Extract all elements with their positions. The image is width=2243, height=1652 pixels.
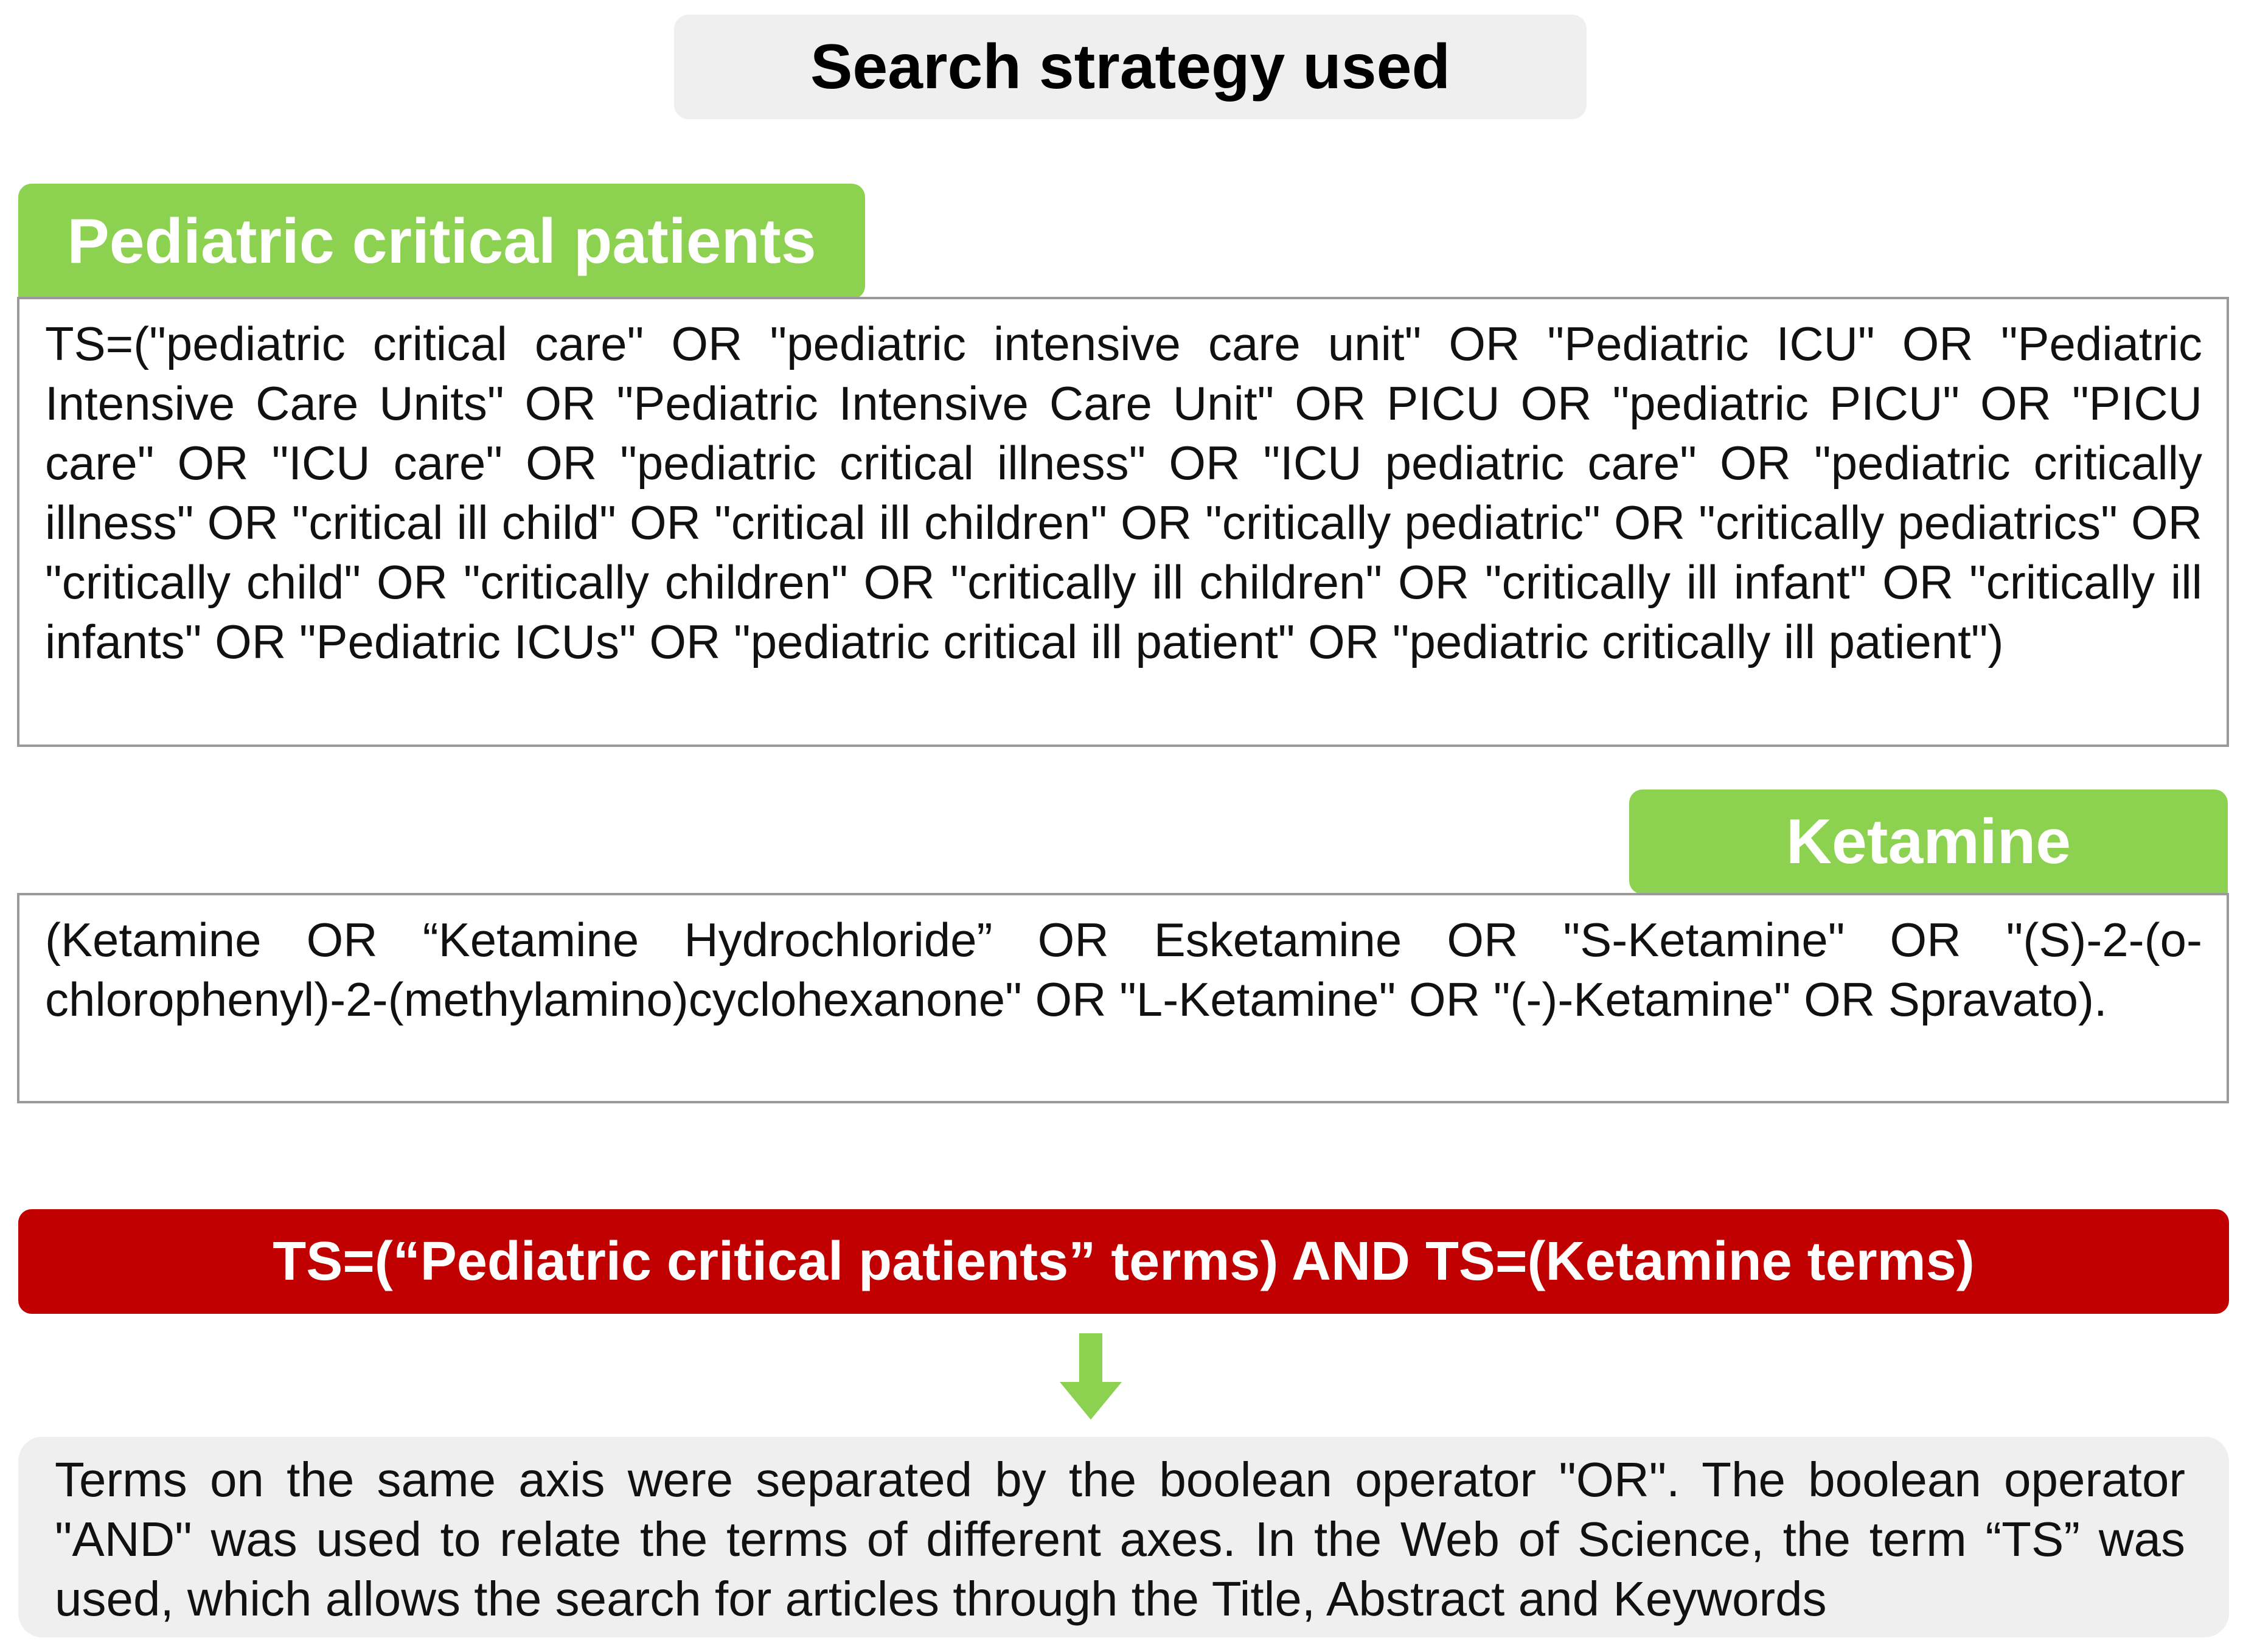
ketamine-terms-box: (Ketamine OR “Ketamine Hydrochloride” OR Esketamine OR "S-Ketamine" OR "(S)-2-(o-chlorophenyl)-2-(methylamino)cyclohexanone" OR "L-Ketamine" OR "(-)-Ketamine" OR Spravato). xyxy=(17,893,2229,1103)
diagram-title: Search strategy used xyxy=(674,15,1587,119)
pediatric-terms-box: TS=("pediatric critical care" OR "pediatric intensive care unit" OR "Pediatric ICU" OR "Pediatric Intensive Care Units" OR "Pediatric Intensive Care Unit" OR PICU OR "pediatric PICU" OR "PICU care" OR "ICU care" OR "pediatric critical illness" OR "ICU pediatric care" OR "pediatric critically illness" OR "critical ill child" OR "critical ill children" OR "critically pediatric" OR "critically pediatrics" OR "critically child" OR "critically children" OR "critically ill children" OR "critically ill infant" OR "critically ill infants" OR "Pediatric ICUs" OR "pediatric critical ill patient" OR "pediatric critically ill patient") xyxy=(17,297,2229,747)
down-arrow-icon xyxy=(1057,1333,1124,1420)
pediatric-axis-label: Pediatric critical patients xyxy=(18,184,865,299)
methodology-note: Terms on the same axis were separated by the boolean operator "OR". The boolean operator "AND" was used to relate the terms of different axes. In the Web of Science, the term “TS” was used, which allows the search for articles through the Title, Abstract and Keywords xyxy=(18,1437,2229,1637)
combined-query-bar: TS=(“Pediatric critical patients” terms) AND TS=(Ketamine terms) xyxy=(18,1209,2229,1314)
ketamine-axis-label: Ketamine xyxy=(1629,790,2228,894)
